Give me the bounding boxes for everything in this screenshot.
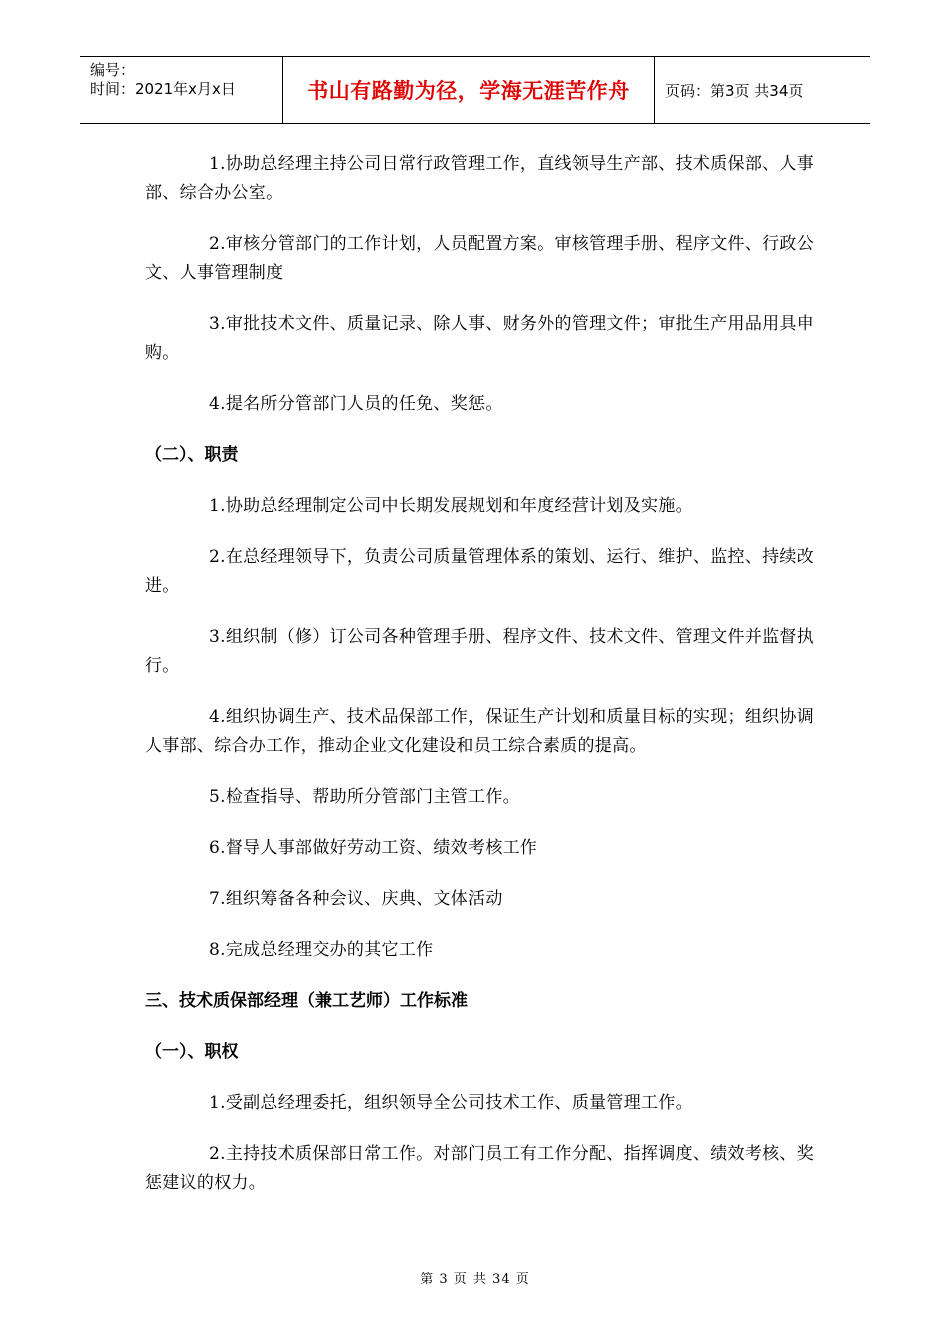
paragraph: 7.组织筹备各种会议、庆典、文体活动 <box>209 889 503 909</box>
section-heading: （一）、职权 <box>145 1042 239 1062</box>
header-motto-cell <box>282 57 655 123</box>
motto-text: 书山有路勤为径，学海无涯苦作舟 <box>307 79 630 103</box>
header-page-cell <box>655 57 870 123</box>
paragraph: 5.检查指导、帮助所分管部门主管工作。 <box>209 787 520 807</box>
header-table <box>80 56 870 124</box>
paragraph: 4.提名所分管部门人员的任免、奖惩。 <box>209 394 503 414</box>
paragraph: 2.审核分管部门的工作计划，人员配置方案。审核管理手册、程序文件、行政公文、人事管理制度 <box>145 234 815 283</box>
paragraph: 1.受副总经理委托，组织领导全公司技术工作、质量管理工作。 <box>209 1093 693 1113</box>
paragraph: 3.审批技术文件、质量记录、除人事、财务外的管理文件；审批生产用品用具申购。 <box>145 314 815 363</box>
paragraph: 1.协助总经理制定公司中长期发展规划和年度经营计划及实施。 <box>209 496 693 516</box>
paragraph: 4.组织协调生产、技术品保部工作，保证生产计划和质量目标的实现；组织协调人事部、综合办工作，推动企业文化建设和员工综合素质的提高。 <box>145 707 815 756</box>
paragraph: 2.在总经理领导下，负责公司质量管理体系的策划、运行、维护、监控、持续改进。 <box>145 547 815 596</box>
document-body <box>145 150 815 1220</box>
section-heading: （二）、职责 <box>145 445 239 465</box>
section-heading: 三、技术质保部经理（兼工艺师）工作标准 <box>145 991 468 1011</box>
page-footer: 第 3 页 共 34 页 <box>420 1272 530 1287</box>
page-info: 页码：第3页 共34页 <box>665 81 804 100</box>
paragraph: 2.主持技术质保部日常工作。对部门员工有工作分配、指挥调度、绩效考核、奖惩建议的权力。 <box>145 1144 815 1193</box>
paragraph: 6.督导人事部做好劳动工资、绩效考核工作 <box>209 838 538 858</box>
date-label: 时间：2021年x月x日 <box>90 80 236 98</box>
header-meta-cell <box>80 57 282 123</box>
paragraph: 1.协助总经理主持公司日常行政管理工作，直线领导生产部、技术质保部、人事部、综合办公室。 <box>145 154 815 203</box>
number-label: 编号： <box>90 61 136 79</box>
paragraph: 8.完成总经理交办的其它工作 <box>209 940 434 960</box>
paragraph: 3.组织制（修）订公司各种管理手册、程序文件、技术文件、管理文件并监督执行。 <box>145 627 815 676</box>
